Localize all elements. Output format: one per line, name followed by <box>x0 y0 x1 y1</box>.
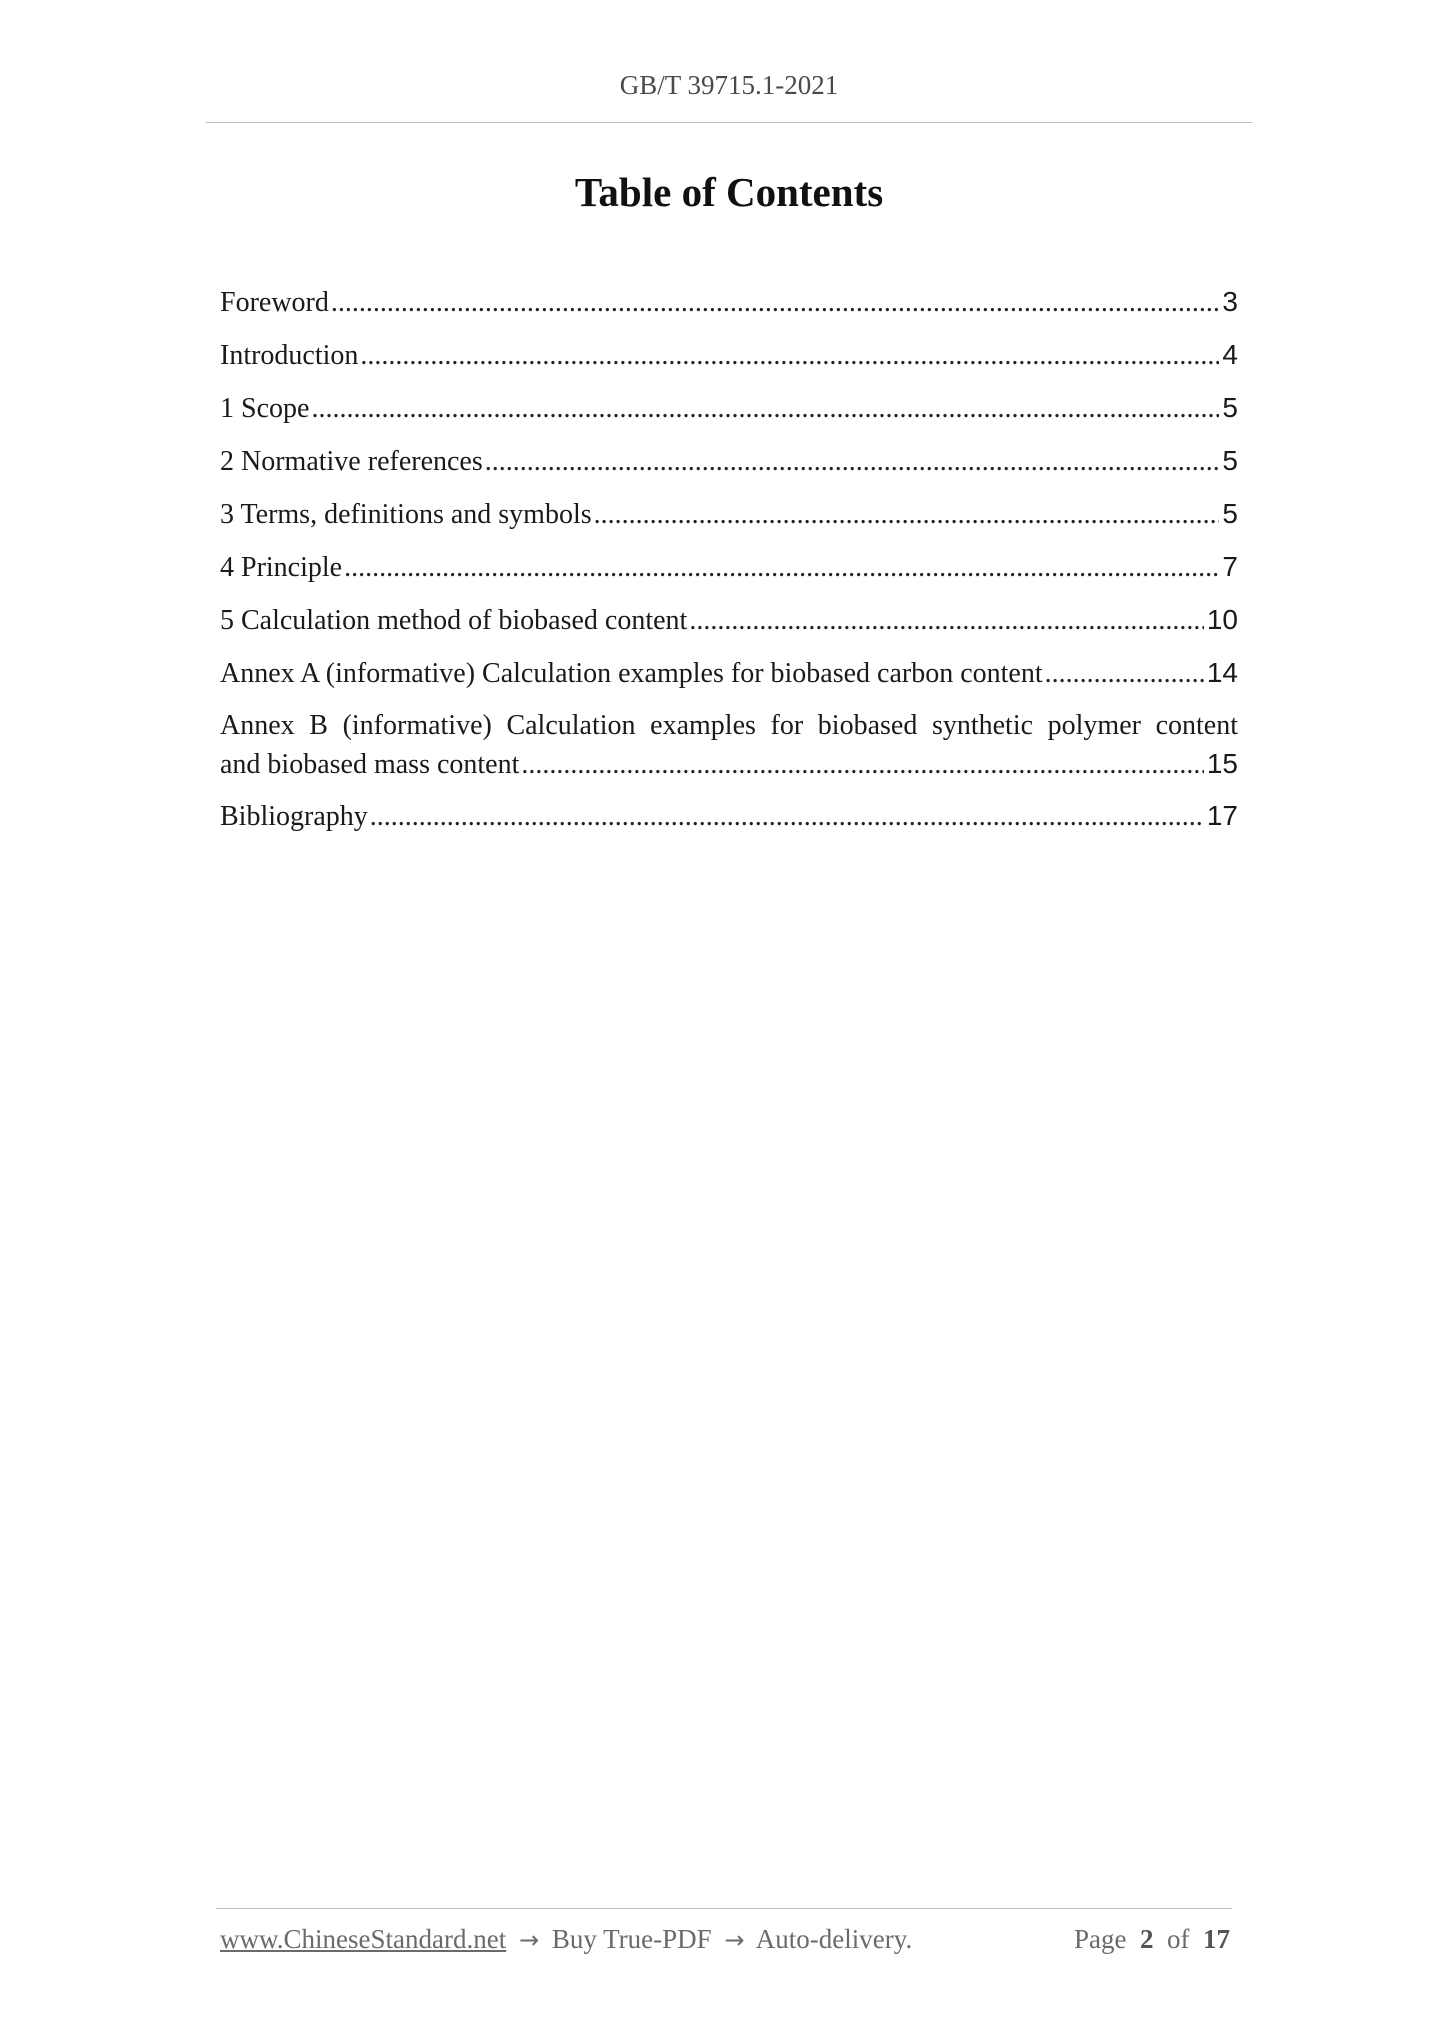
toc-page-number: 3 <box>1222 286 1238 317</box>
footer-divider <box>216 1908 1232 1909</box>
dot-leader <box>331 287 1220 319</box>
delivery-text: Auto-delivery. <box>755 1924 913 1954</box>
toc-label: Annex A (informative) Calculation examples for biobased carbon content <box>220 658 1043 689</box>
toc-label-line-2: and biobased mass content <box>220 749 520 780</box>
dot-leader <box>485 446 1220 478</box>
dot-leader <box>594 499 1220 531</box>
table-of-contents <box>220 286 1238 853</box>
toc-page-number: 5 <box>1222 498 1238 529</box>
toc-entry-terms[interactable] <box>220 498 1238 551</box>
total-pages-number: 17 <box>1203 1924 1230 1954</box>
toc-label: Foreword <box>220 287 329 318</box>
buy-text: Buy True-PDF <box>551 1924 712 1954</box>
toc-page-number: 10 <box>1206 604 1238 635</box>
toc-page-number: 5 <box>1222 445 1238 476</box>
page-footer <box>220 1924 1230 1955</box>
toc-label: 1 Scope <box>220 393 310 424</box>
toc-entry-annex-b[interactable] <box>220 710 1238 800</box>
toc-entry-foreword[interactable] <box>220 286 1238 339</box>
toc-page-number: 17 <box>1206 800 1238 831</box>
toc-page-number: 15 <box>1206 748 1238 779</box>
website-link[interactable]: www.ChineseStandard.net <box>220 1924 507 1954</box>
page-title: Table of Contents <box>574 169 884 215</box>
toc-entry-scope[interactable] <box>220 392 1238 445</box>
toc-entry-bibliography[interactable] <box>220 800 1238 853</box>
current-page-number: 2 <box>1140 1924 1154 1954</box>
dot-leader <box>311 393 1219 425</box>
toc-label: 2 Normative references <box>220 446 483 477</box>
toc-label: Introduction <box>220 340 359 371</box>
toc-page-number: 7 <box>1222 551 1238 582</box>
of-word: of <box>1167 1924 1190 1954</box>
toc-label: 5 Calculation method of biobased content <box>220 605 688 636</box>
dot-leader <box>360 340 1219 372</box>
dot-leader <box>521 749 1203 781</box>
toc-page-number: 5 <box>1222 392 1238 423</box>
toc-label-line-1: Annex B (informative) Calculation examples for biobased synthetic polymer content <box>220 710 1238 741</box>
toc-entry-introduction[interactable] <box>220 339 1238 392</box>
header-divider <box>206 122 1252 123</box>
arrow-right-icon: → <box>518 1926 540 1954</box>
toc-label: 4 Principle <box>220 552 343 583</box>
document-header: GB/T 39715.1-2021 <box>619 70 839 100</box>
toc-page-number: 4 <box>1222 339 1238 370</box>
toc-entry-annex-a[interactable] <box>220 657 1238 710</box>
dot-leader <box>344 552 1219 584</box>
toc-label: Bibliography <box>220 801 368 832</box>
toc-entry-normative-references[interactable] <box>220 445 1238 498</box>
arrow-right-icon: → <box>724 1926 745 1954</box>
footer-promo <box>220 1924 912 1955</box>
toc-page-number: 14 <box>1206 657 1238 688</box>
dot-leader <box>689 605 1204 637</box>
page-indicator <box>1074 1924 1230 1955</box>
toc-entry-calculation-method[interactable] <box>220 604 1238 657</box>
page-word: Page <box>1074 1924 1127 1954</box>
toc-label: 3 Terms, definitions and symbols <box>220 499 592 530</box>
dot-leader <box>1045 658 1204 690</box>
dot-leader <box>370 801 1204 833</box>
toc-entry-principle[interactable] <box>220 551 1238 604</box>
